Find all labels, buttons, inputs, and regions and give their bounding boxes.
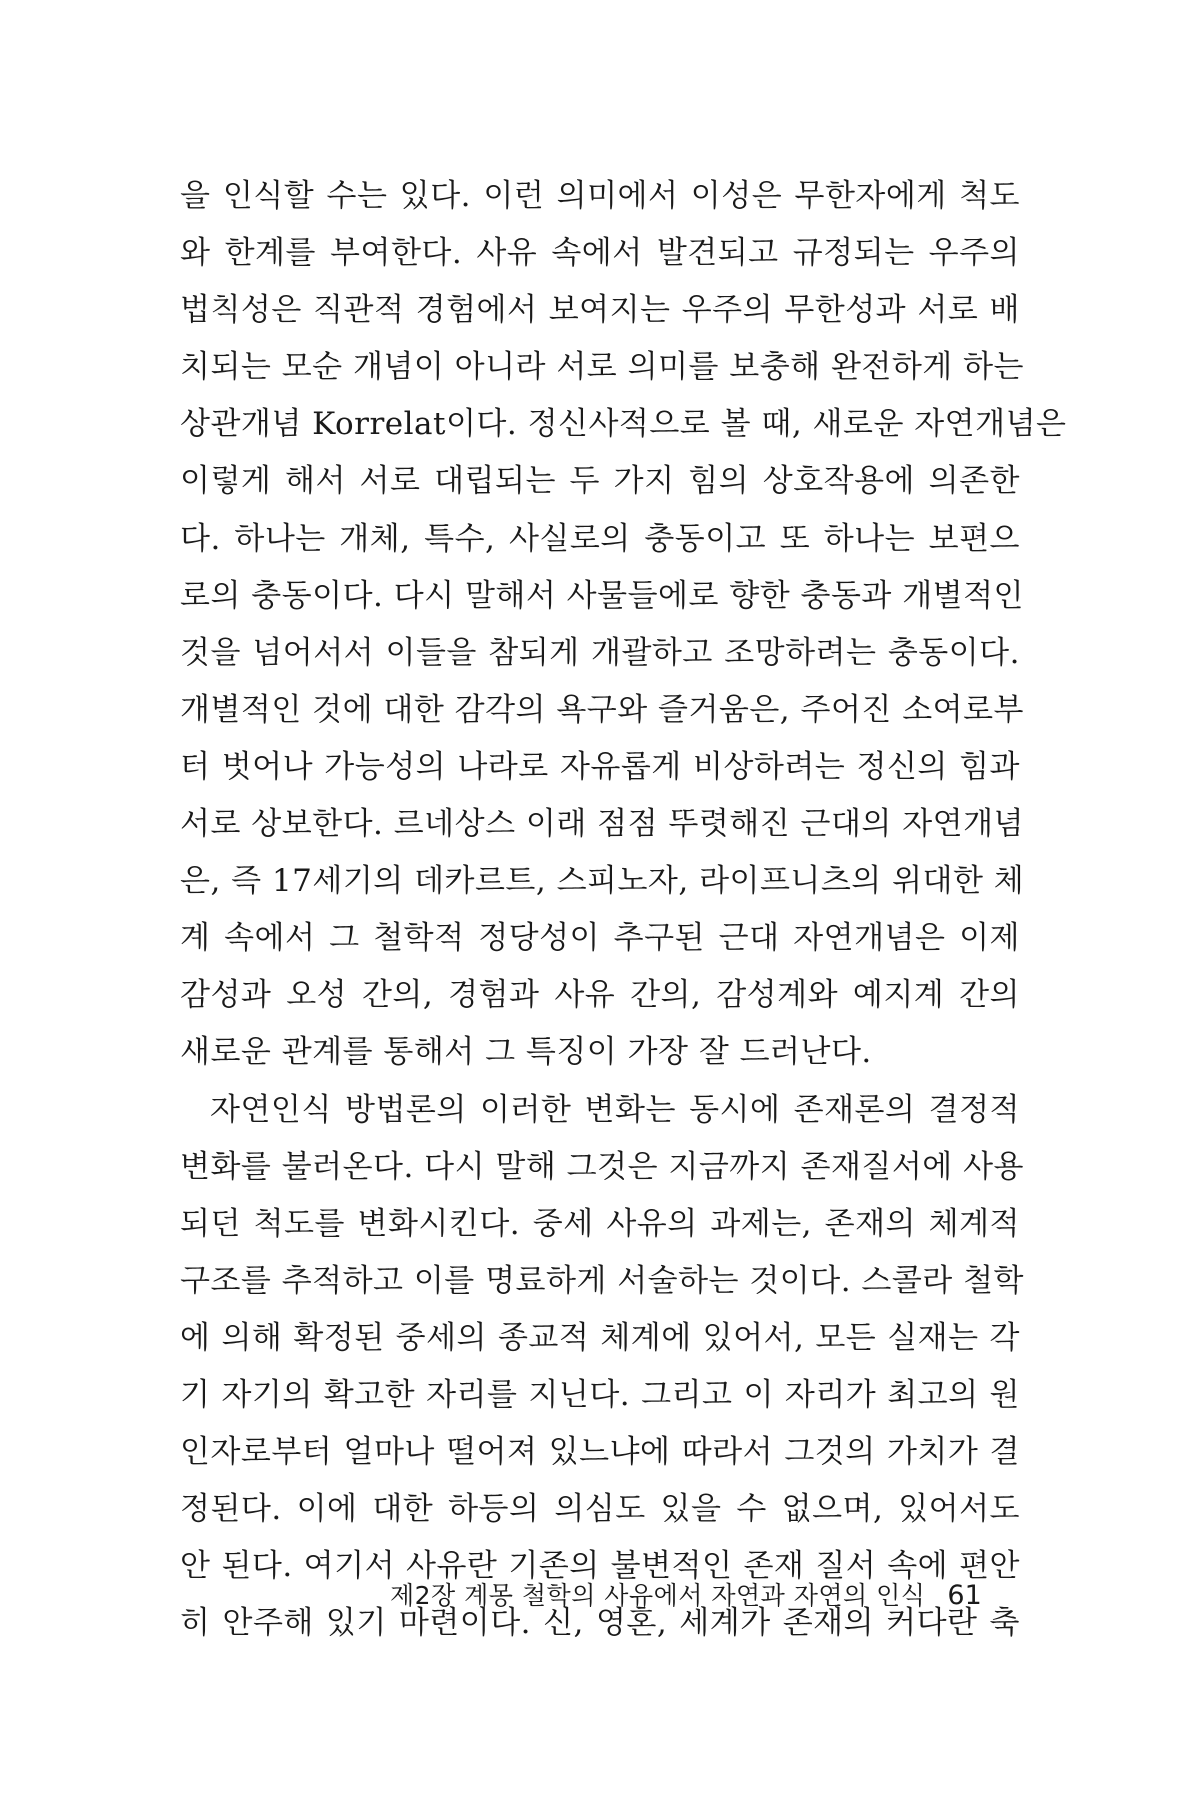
text-line: 새로운 관계를 통해서 그 특징이 가장 잘 드러난다. <box>180 1034 872 1071</box>
text-line: 자연인식 방법론의 이러한 변화는 동시에 존재론의 결정적 <box>210 1091 1020 1128</box>
chapter-title: 제2장 계몽 철학의 사유에서 자연과 자연의 인식 <box>390 1581 926 1610</box>
text-line: 인자로부터 얼마나 떨어져 있느냐에 따라서 그것의 가치가 결 <box>180 1434 1020 1471</box>
text-line: 되던 척도를 변화시킨다. 중세 사유의 과제는, 존재의 체계적 <box>180 1205 1020 1242</box>
text-line: 정된다. 이에 대한 하등의 의심도 있을 수 없으며, 있어서도 <box>180 1491 1020 1528</box>
text-line: 에 의해 확정된 중세의 종교적 체계에 있어서, 모든 실재는 각 <box>180 1319 1020 1356</box>
text-line: 것을 넘어서서 이들을 참되게 개괄하고 조망하려는 충동이다. <box>180 634 1020 671</box>
text-line: 계 속에서 그 철학적 정당성이 추구된 근대 자연개념은 이제 <box>180 920 1020 957</box>
page-number: 61 <box>947 1580 982 1611</box>
text-line: 로의 충동이다. 다시 말해서 사물들에로 향한 충동과 개별적인 <box>180 577 1024 614</box>
text-line: 와 한계를 부여한다. 사유 속에서 발견되고 규정되는 우주의 <box>180 235 1020 272</box>
running-footer <box>390 1576 990 1616</box>
text-line: 다. 하나는 개체, 특수, 사실로의 충동이고 또 하나는 보편으 <box>180 520 1020 557</box>
text-line: 은, 즉 17세기의 데카르트, 스피노자, 라이프니츠의 위대한 체 <box>180 863 1025 900</box>
text-line: 개별적인 것에 대한 감각의 욕구와 즐거움은, 주어진 소여로부 <box>180 691 1024 728</box>
text-line: 구조를 추적하고 이를 명료하게 서술하는 것이다. 스콜라 철학 <box>180 1262 1024 1299</box>
text-line: 안 된다. 여기서 사유란 기존의 불변적인 존재 질서 속에 편안 <box>180 1548 1020 1585</box>
text-line: 변화를 불러온다. 다시 말해 그것은 지금까지 존재질서에 사용 <box>180 1148 1024 1185</box>
text-line: 이렇게 해서 서로 대립되는 두 가지 힘의 상호작용에 의존한 <box>180 463 1020 500</box>
text-line: 법칙성은 직관적 경험에서 보여지는 우주의 무한성과 서로 배 <box>180 292 1020 329</box>
text-line: 기 자기의 확고한 자리를 지닌다. 그리고 이 자리가 최고의 원 <box>180 1376 1020 1413</box>
text-line: 치되는 모순 개념이 아니라 서로 의미를 보충해 완전하게 하는 <box>180 349 1024 386</box>
text-line: 히 안주해 있기 마련이다. 신, 영혼, 세계가 존재의 커다란 축 <box>180 1605 1020 1642</box>
text-line: 을 인식할 수는 있다. 이런 의미에서 이성은 무한자에게 척도 <box>180 178 1020 214</box>
text-line: 서로 상보한다. 르네상스 이래 점점 뚜렷해진 근대의 자연개념 <box>180 806 1024 843</box>
text-line: 터 벗어나 가능성의 나라로 자유롭게 비상하려는 정신의 힘과 <box>180 748 1020 785</box>
text-line: 상관개념 Korrelat이다. 정신사적으로 볼 때, 새로운 자연개념은 <box>180 406 1067 443</box>
body-text <box>180 168 1067 1652</box>
text-line: 감성과 오성 간의, 경험과 사유 간의, 감성계와 예지계 간의 <box>180 977 1020 1014</box>
